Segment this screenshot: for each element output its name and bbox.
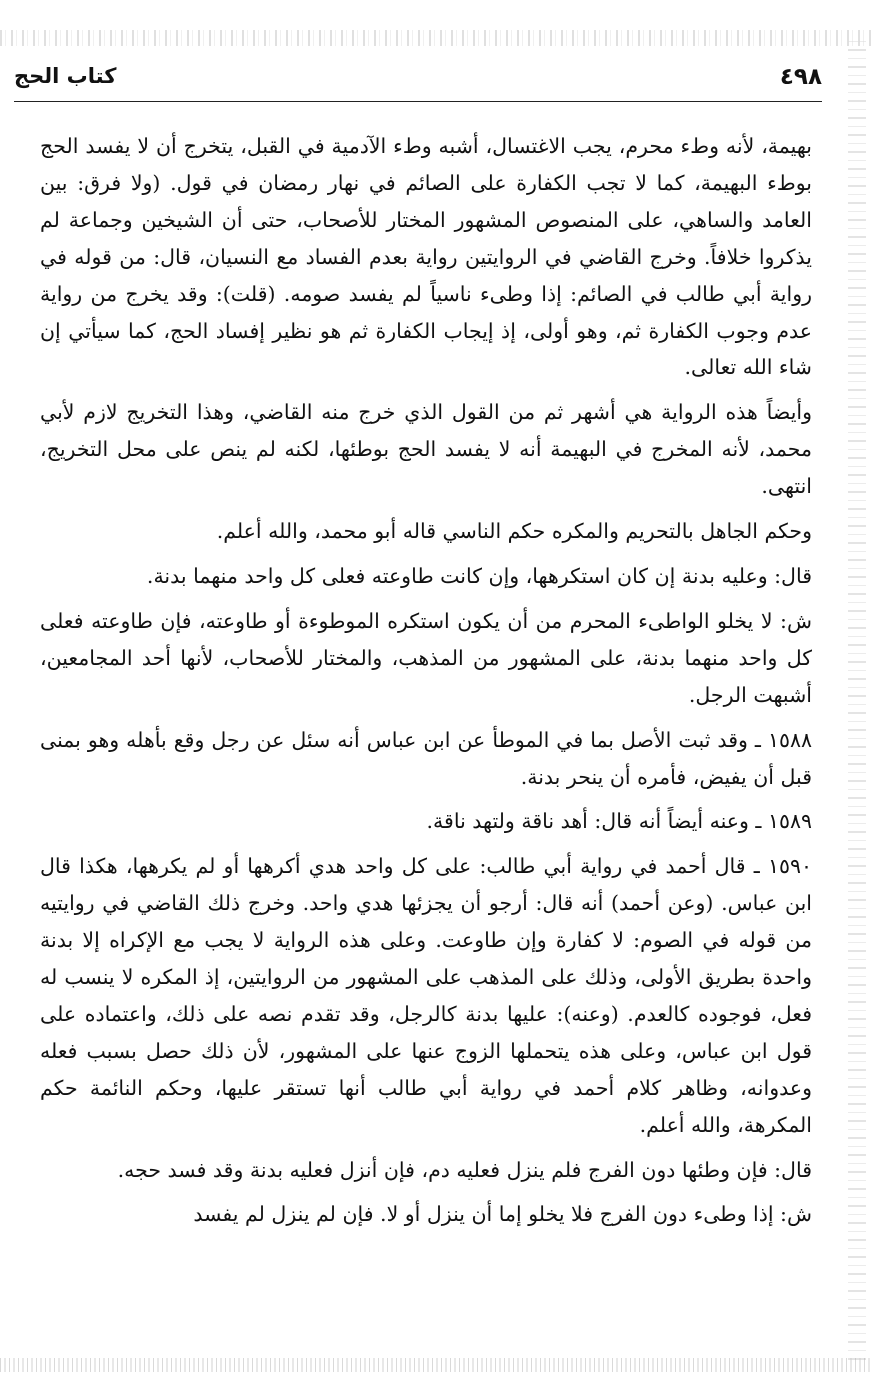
text-body bbox=[40, 128, 812, 1233]
paragraph: وأيضاً هذه الرواية هي أشهر ثم من القول الذي خرج منه القاضي، وهذا التخريج لازم لأبي محمد، لأنه المخرج في البهيمة أنه لا يفسد الحج بوطئها، لكنه لم ينص على محل التخريج، انتهى. bbox=[40, 400, 812, 499]
paragraph: ١٥٨٨ ـ وقد ثبت الأصل بما في الموطأ عن ابن عباس أنه سئل عن رجل وقع بأهله وهو بمنى قبل أن يفيض، فأمره أن ينحر بدنة. bbox=[40, 727, 812, 789]
paragraph: بهيمة، لأنه وطء محرم، يجب الاغتسال، أشبه وطء الآدمية في القبل، يتخرج أن لا يفسد الحج بوطء البهيمة، كما لا تجب الكفارة على الصائم في نهار رمضان في قول. (ولا فرق: بين العامد والساهي، على المنصوص المشهور المختار للأصحاب، حتى أن الشيخين وجماعة لم يذكروا خلافاً. وخرج القاضي في الروايتين رواية بعدم الفساد مع النسيان، قال: من قوله في رواية أبي طالب في الصائم: إذا وطىء ناسياً لم يفسد صومه. (قلت): وقد يخرج من رواية عدم وجوب الكفارة ثم، وهو أولى، إذ إيجاب الكفارة ثم هو نظير إفساد الحج، كما سيأتي إن شاء الله تعالى. bbox=[40, 134, 812, 380]
header-rule bbox=[14, 101, 822, 102]
paragraph: ش: لا يخلو الواطىء المحرم من أن يكون استكره الموطوءة أو طاوعته، فإن طاوعته فعلى كل واحد منهما بدنة، على المشهور من المذهب، والمختار للأصحاب، لأنها أحد المجامعين، أشبهت الرجل. bbox=[40, 608, 812, 707]
paragraph: ١٥٨٩ ـ وعنه أيضاً أنه قال: أهد ناقة ولتهد ناقة. bbox=[426, 809, 812, 834]
page-header bbox=[14, 58, 822, 102]
paragraph: وحكم الجاهل بالتحريم والمكره حكم الناسي قاله أبو محمد، والله أعلم. bbox=[216, 519, 812, 544]
scan-noise-top bbox=[0, 30, 873, 46]
paragraph: ش: إذا وطىء دون الفرج فلا يخلو إما أن ينزل أو لا. فإن لم ينزل لم يفسد bbox=[193, 1202, 812, 1227]
paragraph: قال: فإن وطئها دون الفرج فلم ينزل فعليه دم، فإن أنزل فعليه بدنة وقد فسد حجه. bbox=[117, 1157, 812, 1182]
scan-noise-bottom bbox=[0, 1358, 873, 1372]
page-number: ٤٩٨ bbox=[779, 64, 822, 90]
paragraph: قال: وعليه بدنة إن كان استكرهها، وإن كانت طاوعته فعلى كل واحد منهما بدنة. bbox=[146, 563, 812, 588]
running-title: كتاب الحج bbox=[14, 64, 117, 88]
scan-noise-right bbox=[848, 40, 866, 1360]
paragraph: ١٥٩٠ ـ قال أحمد في رواية أبي طالب: على كل واحد هدي أكرهها أو لم يكرهها، هكذا قال ابن عباس. (وعن أحمد) أنه قال: أرجو أن يجزئها هدي واحد. وخرج ذلك القاضي في روايتيه من قوله في الصوم: لا كفارة وإن طاوعت. وعلى هذه الرواية لا يجب مع الإكراه إلا بدنة واحدة بطريق الأولى، وذلك على المذهب على المشهور من الروايتين، إذ المكره لا ينسب له فعل، فوجوده كالعدم. (وعنه): عليها بدنة كالرجل، وقد تقدم نصه على ذلك، واعتماده على قول ابن عباس، وعلى هذه يتحملها الزوج عنها على المشهور، لأن ذلك حصل بسبب فعله وعدوانه، وظاهر كلام أحمد في رواية أبي طالب أنها تستقر عليها، وحكم النائمة حكم المكرهة، والله أعلم. bbox=[40, 854, 812, 1137]
